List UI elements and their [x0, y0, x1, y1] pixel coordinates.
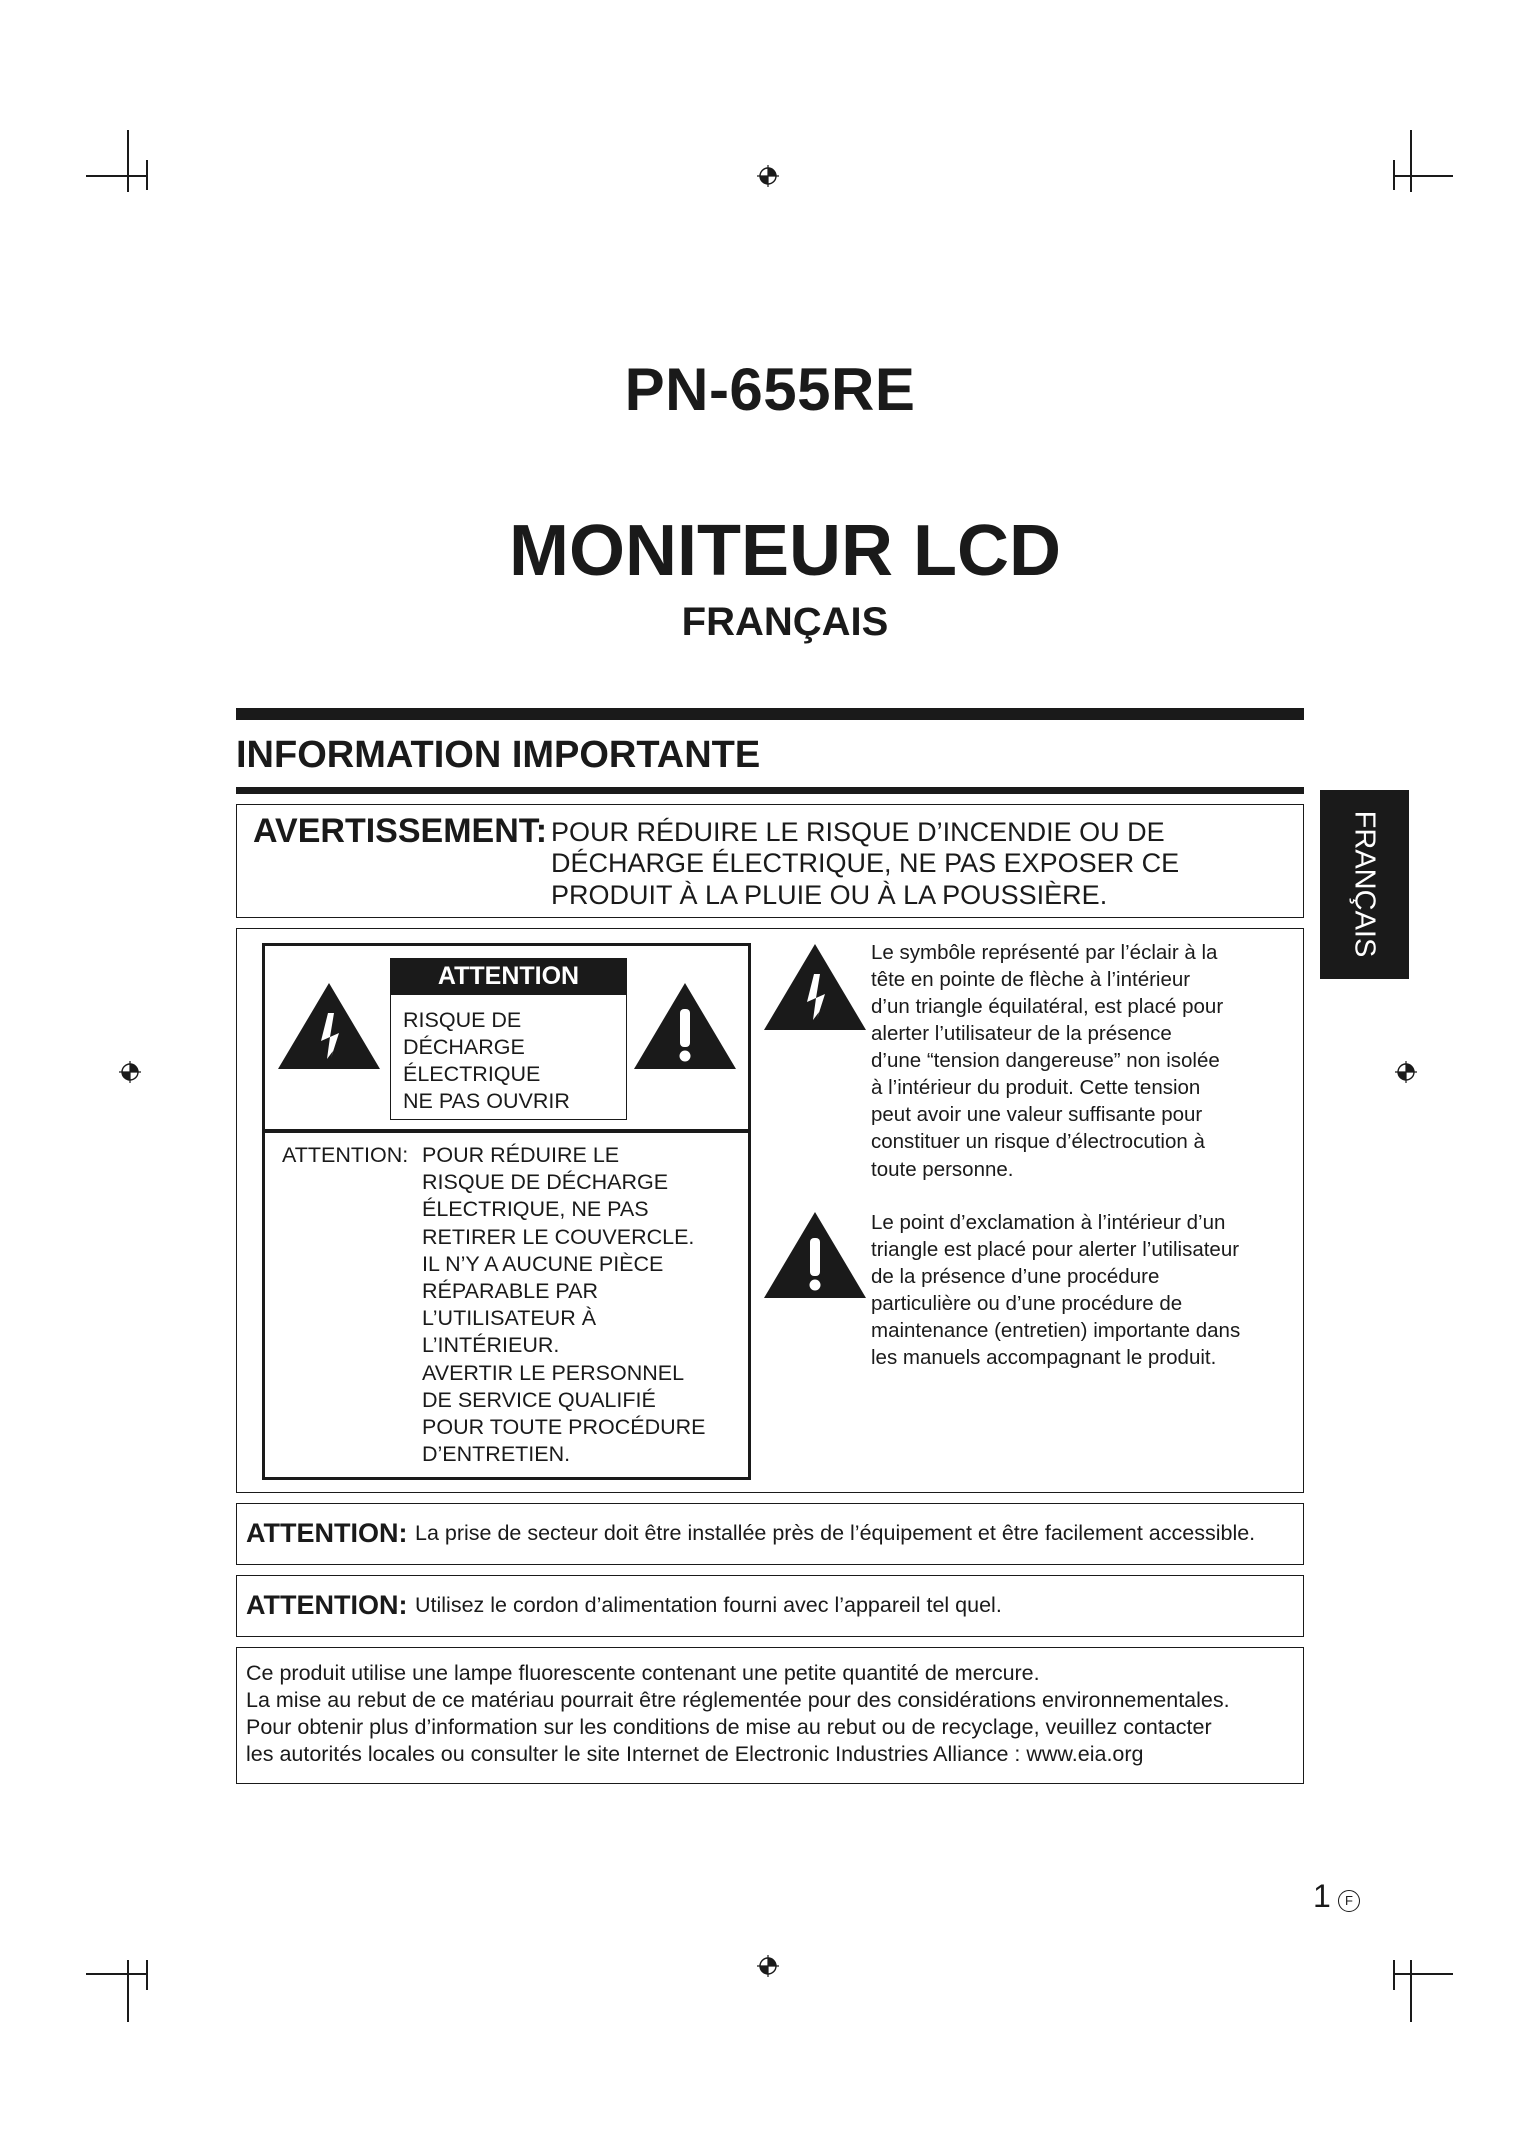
- caution-text-line: D’ENTRETIEN.: [422, 1442, 571, 1466]
- caution-text-line: RISQUE DE DÉCHARGE: [422, 1170, 669, 1194]
- exclamation-description-line: de la présence d’une procédure: [871, 1265, 1160, 1288]
- language-heading: FRANÇAIS: [681, 600, 889, 644]
- caution-badge-line: DÉCHARGE: [403, 1035, 525, 1059]
- registration-mark-icon: [119, 1061, 141, 1083]
- caution-label-divider: [262, 1129, 751, 1133]
- caution-text-label: ATTENTION:: [282, 1143, 409, 1167]
- notice-text: La prise de secteur doit être installée près de l’équipement et être facilement accessible.: [415, 1521, 1256, 1545]
- lightning-description-line: d’un triangle équilatéral, est placé pour: [871, 995, 1224, 1018]
- warning-text-line: PRODUIT À LA PLUIE OU À LA POUSSIÈRE.: [551, 880, 1108, 910]
- registration-mark-icon: [757, 165, 779, 187]
- mercury-info-line: La mise au rebut de ce matériau pourrait être réglementée pour des considérations environnementales.: [246, 1688, 1230, 1712]
- caution-text-line: POUR TOUTE PROCÉDURE: [422, 1415, 706, 1439]
- exclamation-description-line: les manuels accompagnant le produit.: [871, 1346, 1217, 1369]
- page-section-marker: F: [1338, 1890, 1360, 1912]
- registration-mark-icon: [757, 1955, 779, 1977]
- section-rule-bottom: [236, 787, 1304, 794]
- caution-text-line: RÉPARABLE PAR: [422, 1279, 599, 1303]
- section-heading: INFORMATION IMPORTANTE: [236, 734, 761, 776]
- exclamation-description-line: particulière ou d’une procédure de: [871, 1292, 1183, 1315]
- lightning-description-line: à l’intérieur du produit. Cette tension: [871, 1076, 1201, 1099]
- page-number: 1: [1313, 1878, 1331, 1914]
- lightning-triangle-icon: [764, 944, 866, 1030]
- lightning-description-line: constituer un risque d’électrocution à: [871, 1130, 1205, 1153]
- caution-text-line: AVERTIR LE PERSONNEL: [422, 1361, 685, 1385]
- section-rule-top: [236, 708, 1304, 720]
- lightning-description-line: alerter l’utilisateur de la présence: [871, 1022, 1172, 1045]
- mercury-info-line: les autorités locales ou consulter le site Internet de Electronic Industries Alliance : www.eia.org: [246, 1742, 1144, 1766]
- page-title: MONITEUR LCD: [509, 511, 1061, 591]
- lightning-description-line: peut avoir une valeur suffisante pour: [871, 1103, 1203, 1126]
- exclamation-description-line: maintenance (entretien) importante dans: [871, 1319, 1241, 1342]
- caution-badge-line: NE PAS OUVRIR: [403, 1089, 570, 1113]
- caution-text-line: ÉLECTRIQUE, NE PAS: [422, 1197, 649, 1221]
- warning-text-line: POUR RÉDUIRE LE RISQUE D’INCENDIE OU DE: [551, 817, 1165, 847]
- exclamation-description-line: Le point d’exclamation à l’intérieur d’un: [871, 1211, 1226, 1234]
- warning-label: AVERTISSEMENT:: [253, 812, 548, 850]
- notice-label: ATTENTION:: [246, 1518, 408, 1548]
- language-side-tab-label: FRANÇAIS: [1348, 810, 1381, 958]
- caution-text-line: POUR RÉDUIRE LE: [422, 1143, 620, 1167]
- caution-text-line: IL N’Y A AUCUNE PIÈCE: [422, 1252, 664, 1276]
- lightning-description-line: tête en pointe de flèche à l’intérieur: [871, 968, 1191, 991]
- caution-text-line: L’UTILISATEUR À: [422, 1306, 597, 1330]
- caution-text-line: DE SERVICE QUALIFIÉ: [422, 1388, 656, 1412]
- lightning-description-line: d’une “tension dangereuse” non isolée: [871, 1049, 1220, 1072]
- mercury-info-line: Ce produit utilise une lampe fluorescente contenant une petite quantité de mercure.: [246, 1661, 1040, 1685]
- lightning-description-line: Le symbôle représenté par l’éclair à la: [871, 941, 1218, 964]
- notice-label: ATTENTION:: [246, 1590, 408, 1620]
- caution-text-line: L’INTÉRIEUR.: [422, 1333, 560, 1357]
- mercury-info-line: Pour obtenir plus d’information sur les conditions de mise au rebut ou de recyclage, veuillez contacter: [246, 1715, 1212, 1739]
- caution-badge-line: RISQUE DE: [403, 1008, 522, 1032]
- lightning-description-line: toute personne.: [871, 1158, 1014, 1181]
- exclamation-triangle-icon: [764, 1212, 866, 1298]
- registration-mark-icon: [1395, 1061, 1417, 1083]
- warning-text-line: DÉCHARGE ÉLECTRIQUE, NE PAS EXPOSER CE: [551, 848, 1180, 878]
- notice-text: Utilisez le cordon d’alimentation fourni avec l’appareil tel quel.: [415, 1593, 1002, 1617]
- model-number: PN-655RE: [624, 356, 916, 423]
- exclamation-description-line: triangle est placé pour alerter l’utilisateur: [871, 1238, 1240, 1261]
- caution-text-line: RETIRER LE COUVERCLE.: [422, 1225, 695, 1249]
- caution-badge: ATTENTION: [390, 958, 627, 995]
- exclamation-triangle-icon: [634, 983, 736, 1069]
- lightning-triangle-icon: [278, 983, 380, 1069]
- caution-badge-line: ÉLECTRIQUE: [403, 1062, 541, 1086]
